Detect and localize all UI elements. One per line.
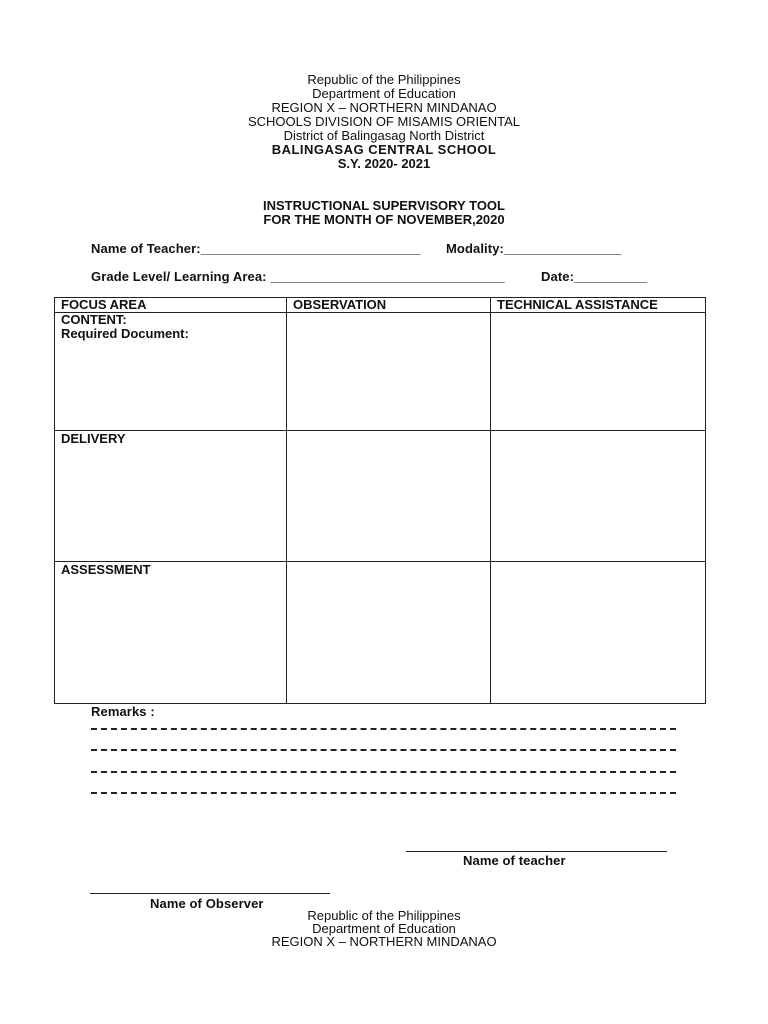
remarks-line[interactable] xyxy=(91,792,676,794)
document-title: INSTRUCTIONAL SUPERVISORY TOOL xyxy=(263,198,505,213)
teacher-signature-label: Name of teacher xyxy=(463,853,566,868)
assistance-cell[interactable] xyxy=(491,313,706,431)
focus-area-cell xyxy=(55,313,287,431)
footer-region: REGION X – NORTHERN MINDANAO xyxy=(271,934,497,949)
date-field[interactable]: Date:__________ xyxy=(541,269,648,284)
focus-area-label: ASSESSMENT xyxy=(61,562,151,577)
assistance-cell[interactable] xyxy=(491,431,706,562)
table-row xyxy=(55,562,706,704)
header-region: REGION X – NORTHERN MINDANAO xyxy=(271,100,497,115)
header-department: Department of Education xyxy=(312,86,456,101)
document-subtitle: FOR THE MONTH OF NOVEMBER,2020 xyxy=(263,212,505,227)
observer-signature-line[interactable] xyxy=(90,893,330,894)
focus-area-sublabel: Required Document: xyxy=(61,326,189,341)
focus-area-cell xyxy=(55,562,287,704)
observer-signature-label: Name of Observer xyxy=(150,896,264,911)
assistance-cell[interactable] xyxy=(491,562,706,704)
school-name: BALINGASAG CENTRAL SCHOOL xyxy=(271,142,497,157)
grade-level-field[interactable]: Grade Level/ Learning Area: ________________________________ xyxy=(91,269,505,284)
footer-department: Department of Education xyxy=(312,921,456,936)
header-district: District of Balingasag North District xyxy=(283,128,485,143)
focus-area-cell xyxy=(55,431,287,562)
header-republic: Republic of the Philippines xyxy=(307,72,461,87)
column-header-technical-assistance: TECHNICAL ASSISTANCE xyxy=(491,298,706,313)
table-row xyxy=(55,313,706,431)
footer-republic: Republic of the Philippines xyxy=(307,908,461,923)
school-year: S.Y. 2020- 2021 xyxy=(337,156,431,171)
column-header-focus-area: FOCUS AREA xyxy=(55,298,287,313)
remarks-line[interactable] xyxy=(91,728,676,730)
header-division: SCHOOLS DIVISION OF MISAMIS ORIENTAL xyxy=(247,114,521,129)
observation-cell[interactable] xyxy=(287,431,491,562)
remarks-line[interactable] xyxy=(91,749,676,751)
table-row xyxy=(55,431,706,562)
focus-area-label: DELIVERY xyxy=(61,431,126,446)
observation-cell[interactable] xyxy=(287,313,491,431)
table-header-row xyxy=(55,298,706,313)
teacher-signature-line[interactable] xyxy=(406,851,667,852)
supervisory-table xyxy=(54,297,706,704)
modality-field[interactable]: Modality:________________ xyxy=(446,241,622,256)
observation-cell[interactable] xyxy=(287,562,491,704)
focus-area-label: CONTENT: xyxy=(61,312,127,327)
remarks-line[interactable] xyxy=(91,771,676,773)
remarks-label: Remarks : xyxy=(91,704,155,719)
teacher-name-field[interactable]: Name of Teacher:______________________________ xyxy=(91,241,421,256)
column-header-observation: OBSERVATION xyxy=(287,298,491,313)
